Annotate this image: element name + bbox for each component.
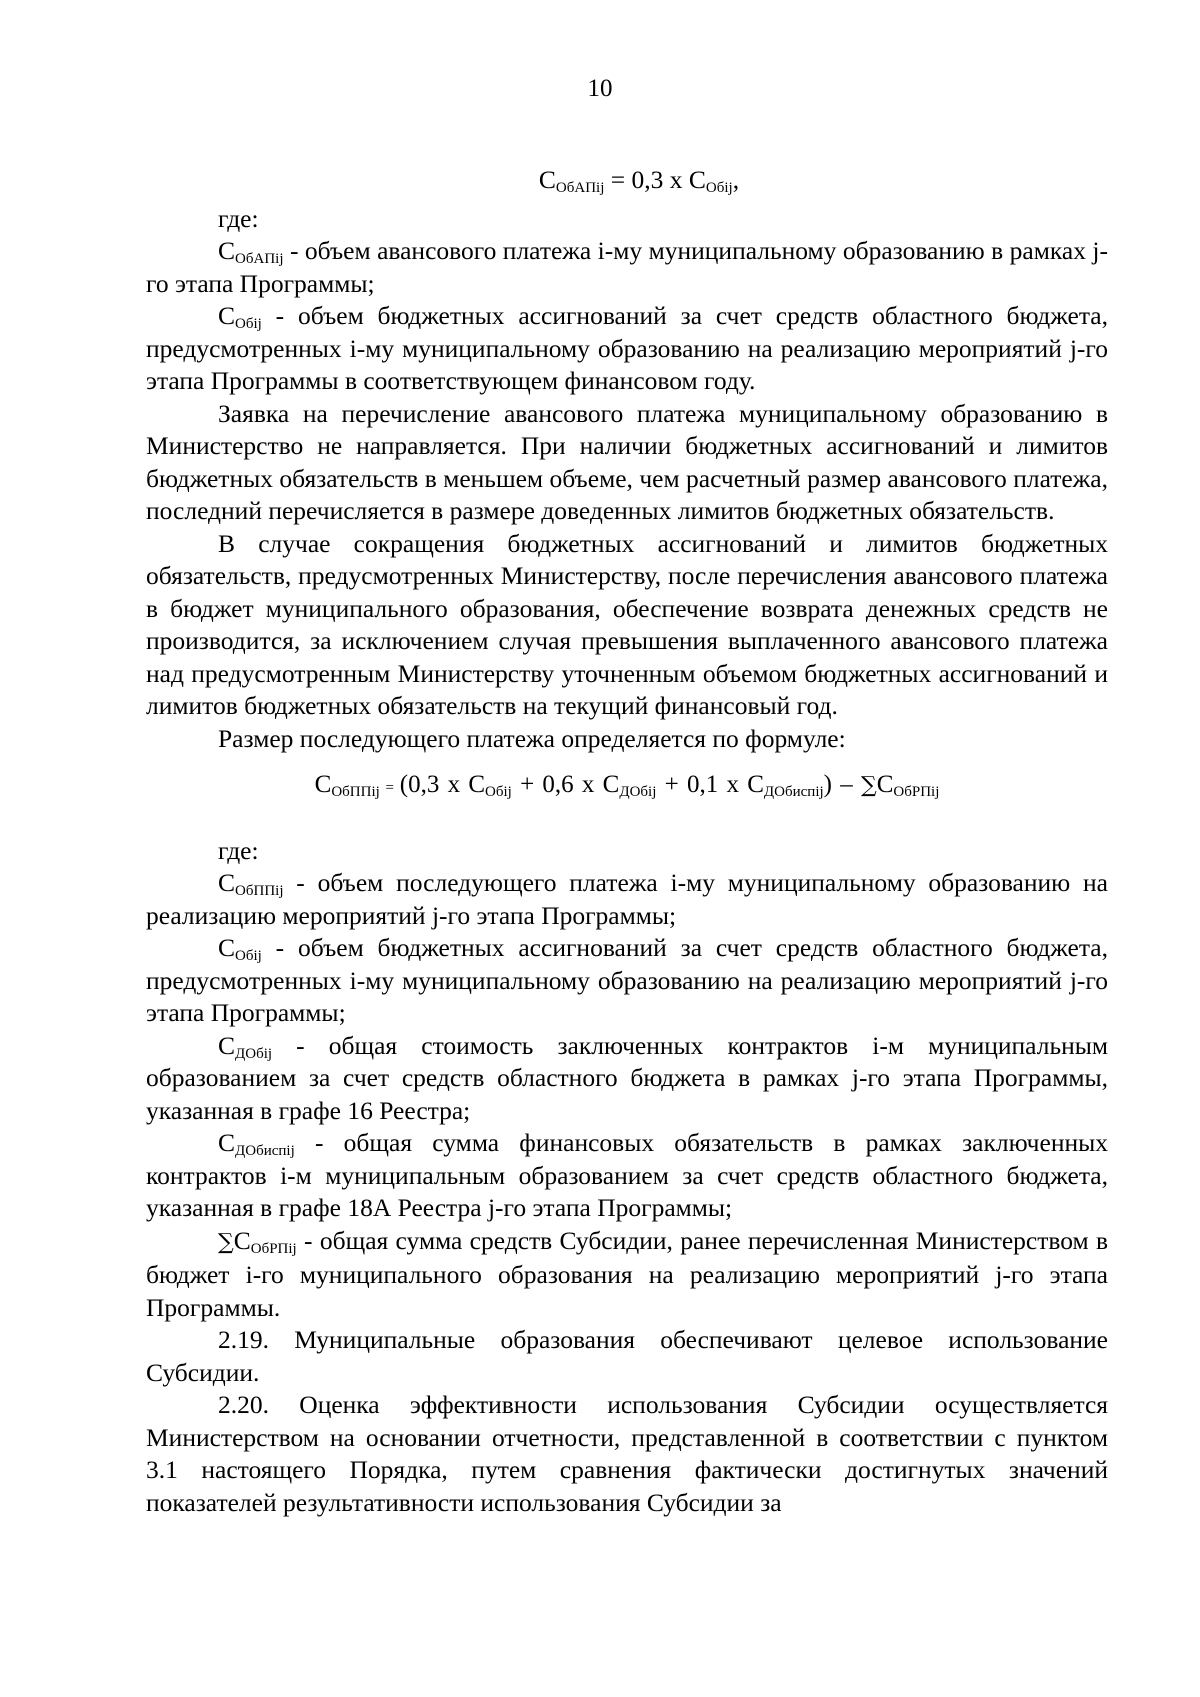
formula-1-lhs-symbol: С — [538, 165, 556, 194]
formula-1-rhs-subscript: Обij — [705, 180, 733, 196]
def-symbol: С — [218, 301, 236, 330]
where-label: где: — [218, 835, 259, 865]
definition-transferred-subsidy — [146, 1225, 1108, 1325]
definition-financial-obligations — [146, 1127, 1108, 1225]
def-text: - объем авансового платежа i-му муниципальному образованию в рамках j-го этапа Программы; — [146, 236, 1108, 298]
def-subscript: ДОбиспij — [235, 1143, 295, 1159]
formula-subsequent-payment — [146, 769, 1108, 805]
definition-advance-payment — [146, 235, 1108, 300]
def-symbol: С — [218, 1128, 236, 1157]
def-subscript: ДОбij — [235, 1045, 273, 1062]
def-symbol: С — [218, 868, 236, 897]
formula-2-part: + 0,6 х С — [511, 771, 620, 798]
def-symbol: С — [218, 933, 236, 962]
def-symbol: С — [218, 1030, 236, 1060]
def-subscript: ОбРПij — [250, 1240, 297, 1257]
def-text: - общая сумма средств Субсидии, ранее перечисленная Министерством в бюджет i-го муниципального образования на реализацию мероприятий j-го этапа Программы. — [146, 1225, 1108, 1322]
def-text: - общая сумма финансовых обязательств в рамках заключенных контрактов i-м муниципальным образованием за счет средств областного бюджета, указанная в графе 18А Реестра j-го этапа Программы; — [146, 1128, 1108, 1222]
formula-2-part: + 0,1 х С — [656, 771, 764, 798]
sum-sign: ∑ — [860, 773, 877, 798]
formula-advance-payment — [146, 164, 1108, 197]
definition-budget-allocations — [146, 300, 1108, 398]
def-subscript: ОбППij — [235, 883, 284, 899]
formula-2-part: ) – — [823, 771, 861, 798]
definition-budget-allocations — [146, 932, 1108, 1030]
def-text: - объем бюджетных ассигнований за счет средств областного бюджета, предусмотренных i-му муниципальному образованию на реализацию мероприятий j-го этапа Программы в соответствующем финансовом году. — [146, 301, 1108, 395]
page-number: 10 — [587, 75, 613, 102]
paragraph-reduction: В случае сокращения бюджетных ассигнований и лимитов бюджетных обязательств, предусмотренных Министерству, после перечисления авансового платежа в бюджет муниципального образования, обеспечение возврата денежных средств не производится, за исключением случая превышения выплаченного авансового платежа над предусмотренным Министерству уточненным объемом бюджетных ассигнований и лимитов бюджетных обязательств на текущий финансовый год. — [146, 528, 1108, 720]
formula-2-lhs-subscript: ОбППij — [331, 784, 380, 800]
formula-1-lhs-subscript: ОбАПij — [555, 180, 605, 196]
def-subscript: Обij — [235, 316, 262, 332]
where-label: где: — [218, 203, 259, 233]
formula-1-suffix: , — [732, 165, 740, 194]
formula-2-lhs-symbol: С — [314, 771, 332, 798]
formula-2-subscript: ДОбij — [619, 784, 657, 800]
clause-2-19: 2.19. Муниципальные образования обеспечивают целевое использование Субсидии. — [146, 1325, 1108, 1387]
formula-2-equals: = — [379, 780, 400, 796]
definition-contract-cost — [146, 1030, 1108, 1128]
def-subscript: ОбАПij — [235, 251, 284, 267]
def-symbol: С — [218, 236, 236, 265]
def-text: - общая стоимость заключенных контрактов i-м муниципальным образованием за счет средств областного бюджета в рамках j-го этапа Программы, указанная в графе 16 Реестра; — [146, 1030, 1108, 1125]
definition-subsequent-payment — [146, 867, 1108, 932]
formula-2-subscript: ОбРПij — [893, 784, 940, 800]
formula-2-subscript: ДОбиспij — [763, 784, 824, 800]
paragraph-formula-intro: Размер последующего платежа определяется по формуле: — [218, 723, 846, 753]
def-text: - объем бюджетных ассигнований за счет средств областного бюджета, предусмотренных i-му муниципальному образованию на реализацию мероприятий j-го этапа Программы; — [146, 933, 1108, 1027]
document-body — [146, 164, 1108, 1519]
formula-2-part: (0,3 х С — [399, 771, 485, 798]
formula-2-part: С — [876, 771, 894, 798]
formula-2-subscript: Обij — [485, 784, 512, 800]
sum-sign: ∑ — [218, 1229, 234, 1255]
paragraph-application: Заявка на перечисление авансового платежа муниципальному образованию в Министерство не направляется. При наличии бюджетных ассигнований и лимитов бюджетных обязательств в меньшем объеме, чем расчетный размер авансового платежа, последний перечисляется в размере доведенных лимитов бюджетных обязательств. — [146, 398, 1108, 525]
formula-1-rhs: = 0,3 х С — [604, 165, 706, 194]
def-text: - объем последующего платежа i-му муниципальному образованию на реализацию мероприятий j-го этапа Программы; — [146, 868, 1108, 930]
def-symbol: С — [233, 1225, 251, 1255]
clause-2-20: 2.20. Оценка эффективности использования Субсидии осуществляется Министерством на основании отчетности, представленной в соответствии с пунктом 3.1 настоящего Порядка, путем сравнения фактически достигнутых значений показателей результативности использования Субсидии за — [146, 1390, 1108, 1517]
def-subscript: Обij — [235, 948, 262, 964]
